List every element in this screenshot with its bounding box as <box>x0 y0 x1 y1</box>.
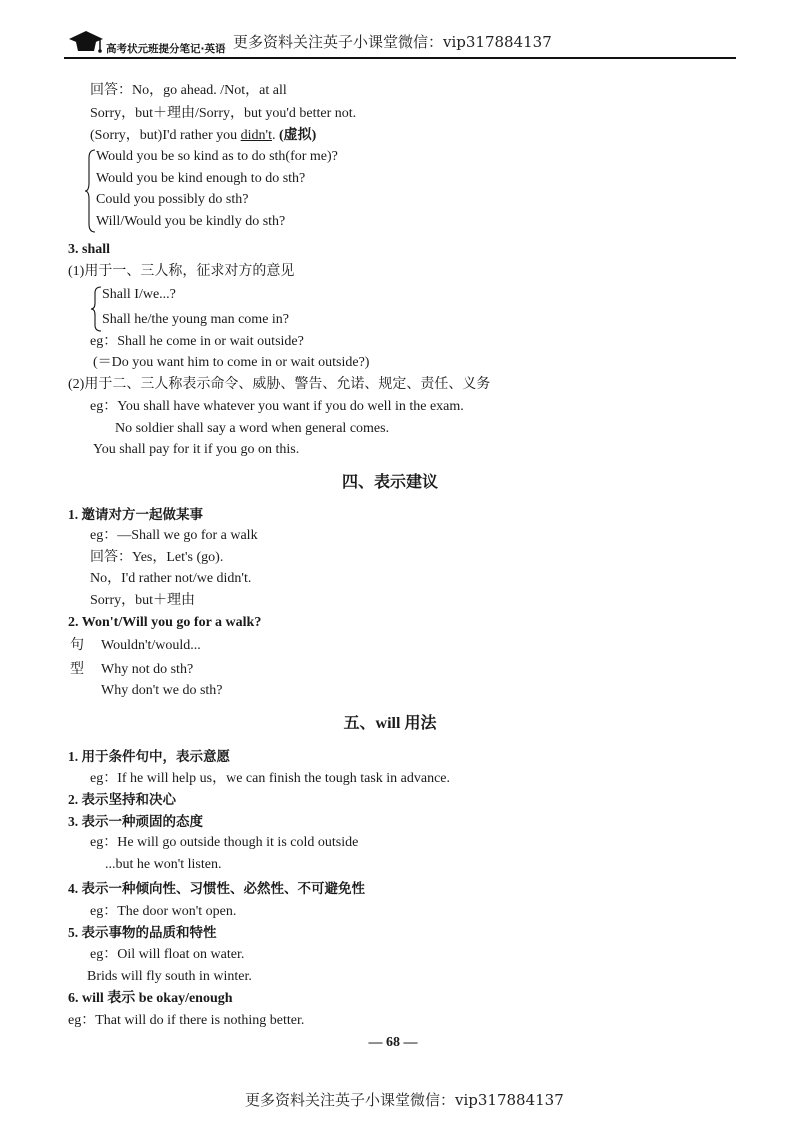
header-watermark: 更多资料关注英子小课堂微信：vip317884137 <box>233 33 552 51</box>
reply-subjunctive-underlined: didn't <box>240 128 272 143</box>
footer-watermark: 更多资料关注英子小课堂微信：vip317884137 <box>245 1091 564 1109</box>
will-item-6-heading: 6. will 表示 be okay/enough <box>68 991 233 1006</box>
suggestion-pattern: Why not do sth? <box>101 662 194 677</box>
will-item-2-heading: 2. 表示坚持和决心 <box>68 792 176 807</box>
reply-subjunctive-before: (Sorry，but)I'd rather you <box>90 128 241 143</box>
suggestion-line: Sorry，but＋理由 <box>90 593 195 608</box>
suggestion-pattern: Wouldn't/would... <box>101 638 201 653</box>
shall-paraphrase: (＝Do you want him to come in or wait outside?) <box>93 355 370 370</box>
suggestion-pattern: Why don't we do sth? <box>101 683 223 698</box>
request-pattern: Would you be kind enough to do sth? <box>96 171 306 186</box>
shall-pattern: Shall I/we...? <box>102 287 176 302</box>
reply-allow: 回答：No，go ahead. /Not，at all <box>90 83 287 98</box>
will-example: eg：Oil will float on water. <box>90 947 245 962</box>
reply-subjunctive <box>90 127 316 145</box>
graduation-cap-icon <box>66 28 106 58</box>
will-item-1-heading: 1. 用于条件句中，表示意愿 <box>68 749 230 764</box>
request-pattern: Would you be so kind as to do sth(for me)? <box>96 149 338 164</box>
shall-example: No soldier shall say a word when general comes. <box>115 421 390 436</box>
section-4-item-2-heading: 2. Won't/Will you go for a walk? <box>68 615 262 630</box>
will-example: eg：If he will help us，we can finish the tough task in advance. <box>90 771 451 786</box>
request-pattern: Will/Would you be kindly do sth? <box>96 214 286 229</box>
shall-heading: 3. shall <box>68 242 111 257</box>
reply-refuse: Sorry，but＋理由/Sorry，but you'd better not. <box>90 106 357 121</box>
will-example: ...but he won't listen. <box>105 857 222 872</box>
section-4-item-1-heading: 1. 邀请对方一起做某事 <box>68 507 203 522</box>
page-number: — 68 — <box>368 1035 418 1050</box>
shall-usage-1-title: (1)用于一、三人称，征求对方的意见 <box>68 264 295 279</box>
shall-usage-2-title: (2)用于二、三人称表示命令、威胁、警告、允诺、规定、责任、义务 <box>68 377 491 392</box>
section-5-title: 五、will 用法 <box>343 715 437 732</box>
section-4-title: 四、表示建议 <box>341 474 438 491</box>
request-pattern: Could you possibly do sth? <box>96 192 249 207</box>
shall-pattern: Shall he/the young man come in? <box>102 312 290 327</box>
will-example: eg：That will do if there is nothing better. <box>68 1013 305 1028</box>
book-title: 高考状元班提分笔记·英语 <box>106 43 226 55</box>
will-item-4-heading: 4. 表示一种倾向性、习惯性、必然性、不可避免性 <box>68 881 365 896</box>
suggestion-line: 回答：Yes，Let's (go). <box>90 550 224 565</box>
shall-example: eg：Shall he come in or wait outside? <box>90 334 304 349</box>
side-label: 句 <box>70 638 84 653</box>
suggestion-line: No，I'd rather not/we didn't. <box>90 571 252 586</box>
will-item-3-heading: 3. 表示一种顽固的态度 <box>68 814 203 829</box>
suggestion-line: eg：—Shall we go for a walk <box>90 528 258 543</box>
shall-example: eg：You shall have whatever you want if you do well in the exam. <box>90 399 464 414</box>
shall-example: You shall pay for it if you go on this. <box>93 442 300 457</box>
side-label: 型 <box>70 662 84 677</box>
header-rule <box>64 57 736 59</box>
will-example: eg：He will go outside though it is cold outside <box>90 835 359 850</box>
will-item-5-heading: 5. 表示事物的品质和特性 <box>68 925 217 940</box>
subjunctive-note: (虚拟) <box>278 128 317 143</box>
reply-subjunctive-after: . <box>271 128 279 143</box>
will-example: eg：The door won't open. <box>90 904 237 919</box>
will-example: Brids will fly south in winter. <box>87 969 252 984</box>
